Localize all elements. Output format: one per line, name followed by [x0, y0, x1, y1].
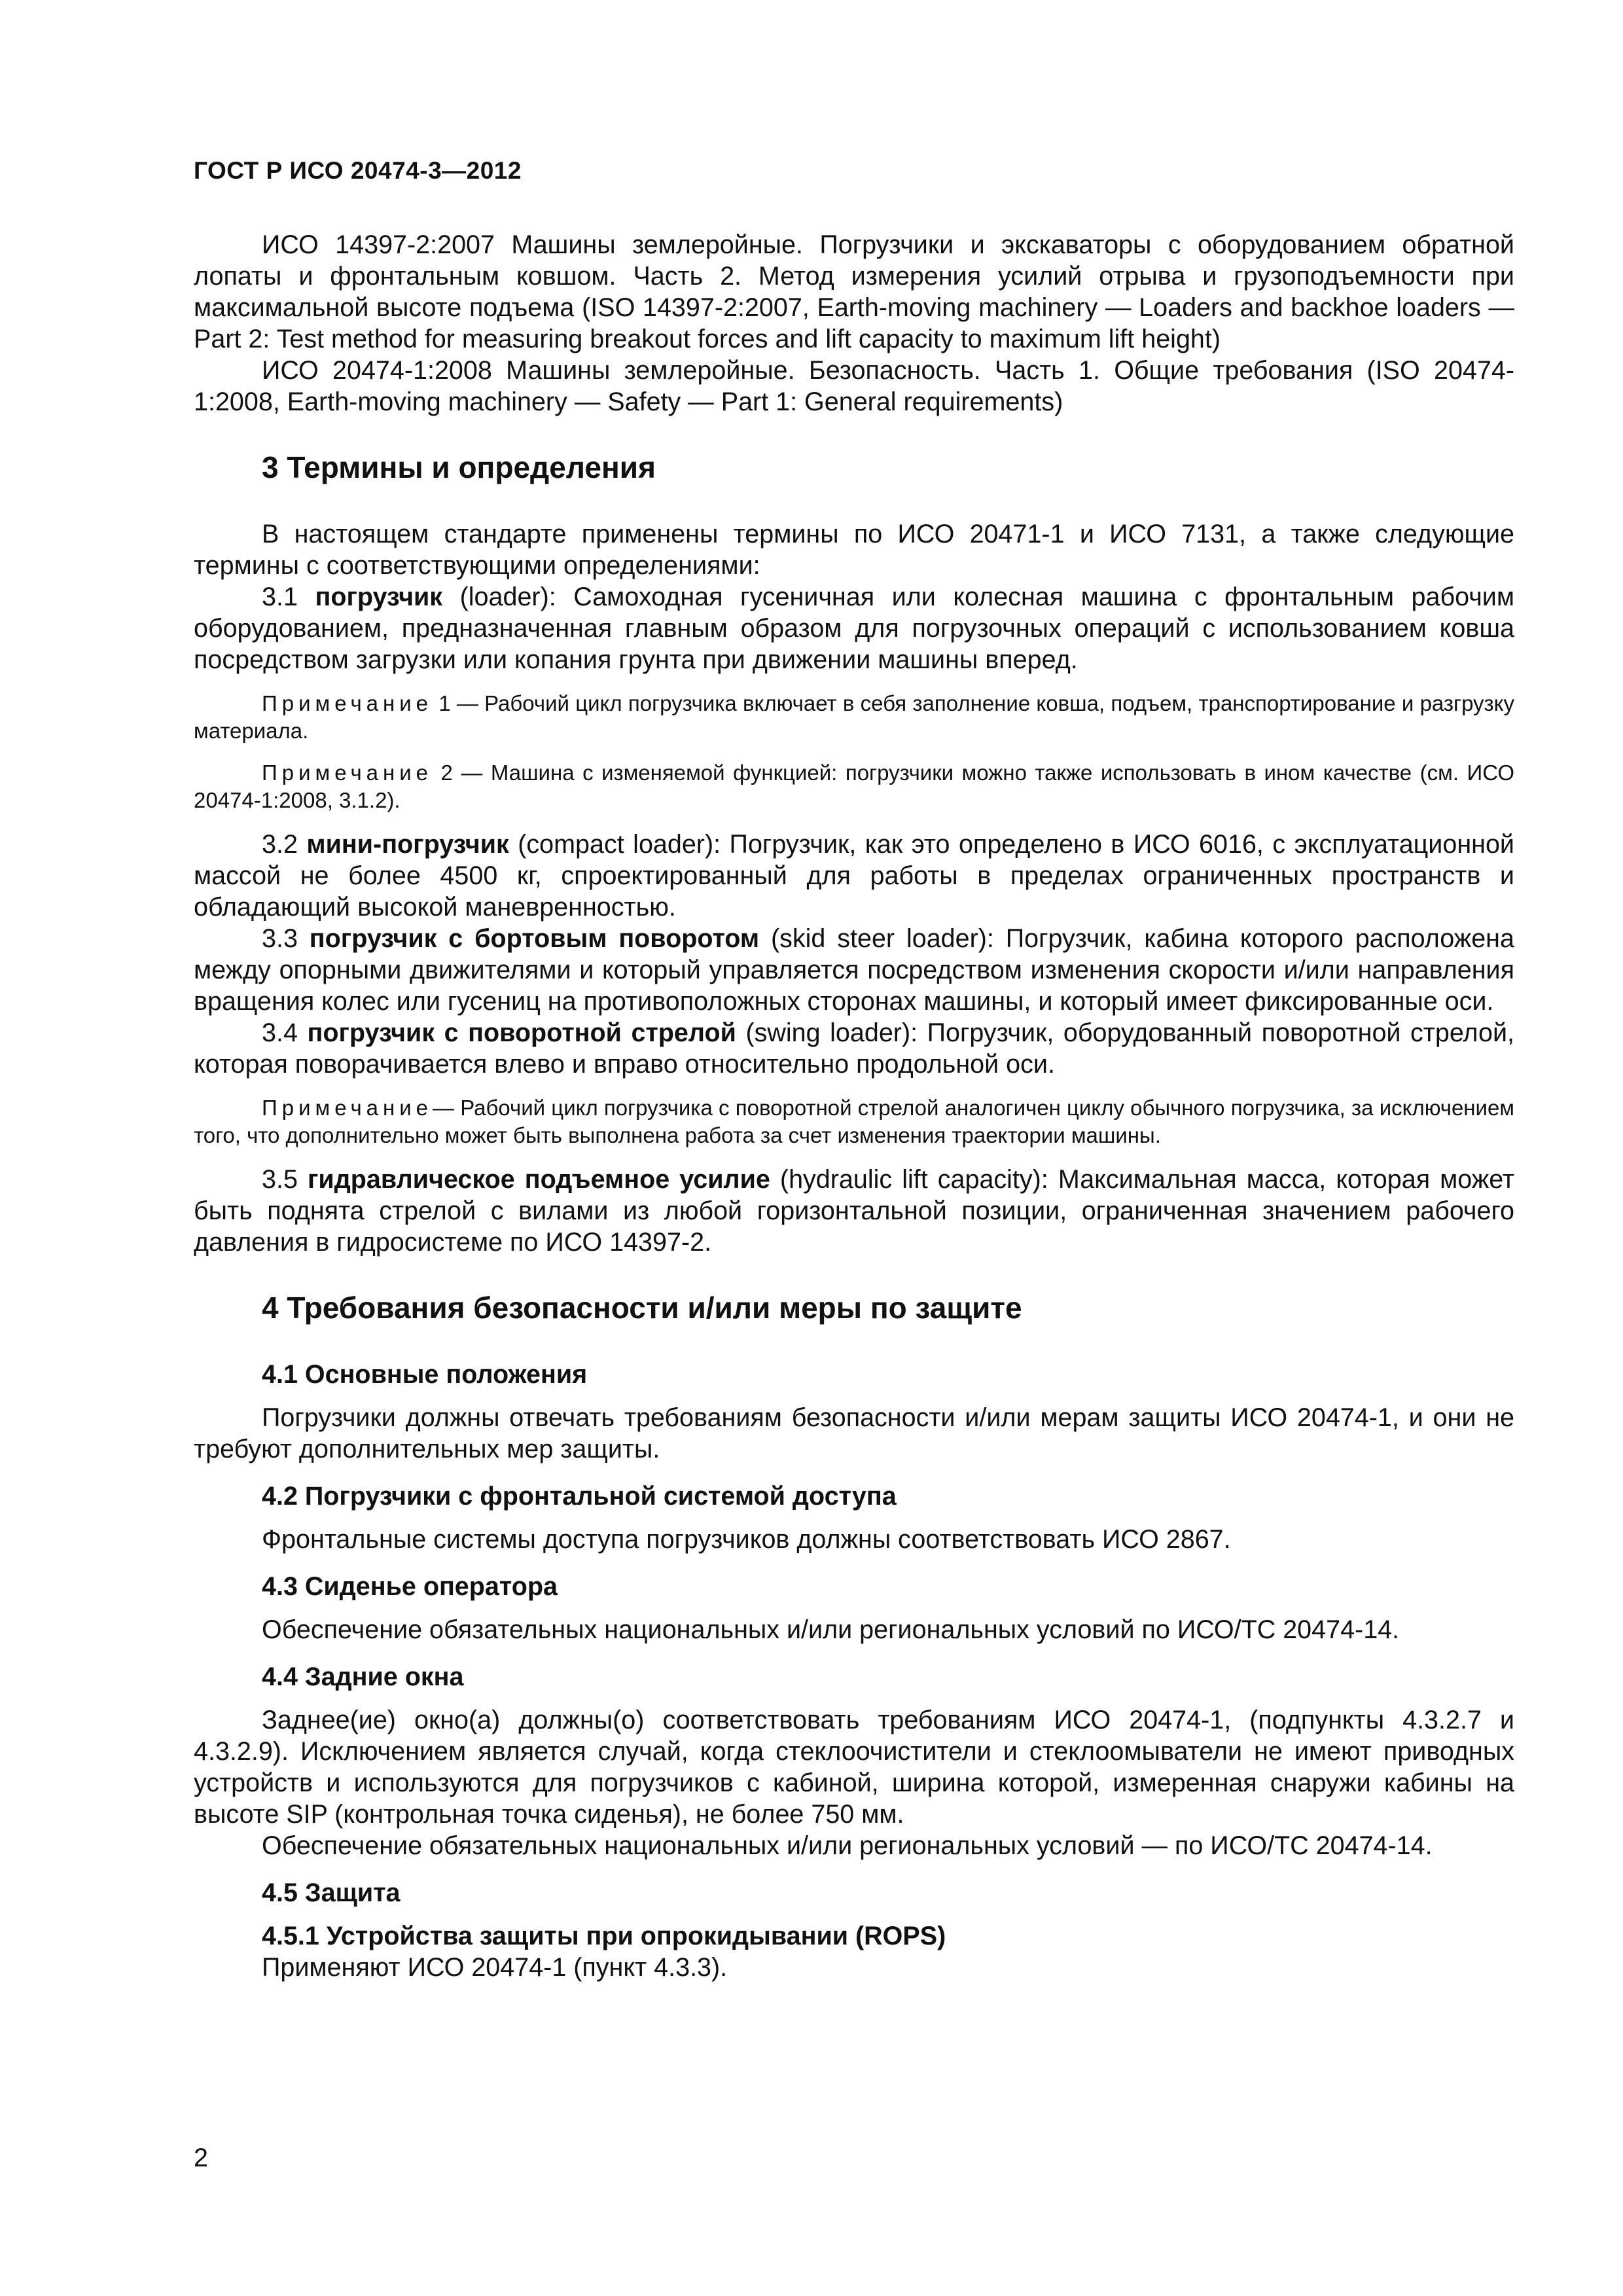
term-name: погрузчик с поворотной стрелой	[307, 1018, 736, 1047]
note-number: 1	[438, 691, 451, 715]
document-id-header: ГОСТ Р ИСО 20474-3—2012	[194, 157, 522, 184]
term-number: 3.2	[262, 830, 298, 859]
section-4-heading: 4 Требования безопасности и/или меры по защите	[262, 1291, 1022, 1325]
term-name: гидравлическое подъемное усилие	[307, 1165, 770, 1194]
section-3-heading: 3 Термины и определения	[262, 450, 656, 484]
term-definition: (loader): Самоходная гусеничная или колесная машина с фронтальным рабочим оборудованием, предназначенная главным образом для погрузочных операций с использованием ковша посредством загрузки или копания грунта при движении машины вперед.	[194, 583, 1514, 674]
term-number: 3.3	[262, 924, 298, 953]
note-3	[194, 1094, 1514, 1149]
page-number: 2	[194, 2144, 208, 2172]
subsection-4-1-text: Погрузчики должны отвечать требованиям безопасности и/или мерам защиты ИСО 20474-1, и они не требуют дополнительных мер защиты.	[194, 1403, 1514, 1463]
term-number: 3.1	[262, 583, 298, 611]
section-3-intro: В настоящем стандарте применены термины по ИСО 20471-1 и ИСО 7131, а также следующие термины с соответствующими определениями:	[194, 520, 1514, 580]
note-label: Примечание	[262, 761, 433, 785]
subsection-4-2-text: Фронтальные системы доступа погрузчиков должны соответствовать ИСО 2867.	[262, 1525, 1231, 1554]
reference-iso-20474-1: ИСО 20474-1:2008 Машины землеройные. Безопасность. Часть 1. Общие требования (ISO 20474-1:2008, Earth-moving machinery — Safety — Part 1: General requirements)	[194, 356, 1514, 416]
term-definition: (swing loader): Погрузчик, оборудованный поворотной стрелой, которая поворачивается влево и вправо относительно продольной оси.	[194, 1018, 1514, 1079]
subsection-4-2-heading: 4.2 Погрузчики с фронтальной системой доступа	[262, 1482, 897, 1511]
subsection-4-4-heading: 4.4 Задние окна	[262, 1662, 464, 1691]
term-definition: (compact loader): Погрузчик, как это определено в ИСО 6016, с эксплуатационной массой не более 4500 кг, спроектированный для работы в пределах ограниченных пространств и обладающий высокой маневренностью.	[194, 830, 1514, 922]
term-name: погрузчик	[315, 583, 443, 611]
term-number: 3.5	[262, 1165, 298, 1194]
note-number: 2	[440, 761, 453, 785]
subsection-4-5-1-text: Применяют ИСО 20474-1 (пункт 4.3.3).	[262, 1953, 728, 1982]
term-3-4	[194, 1017, 1514, 1080]
reference-iso-14397-2: ИСО 14397-2:2007 Машины землеройные. Погрузчики и экскаваторы с оборудованием обратной лопаты и фронтальным ковшом. Часть 2. Метод измерения усилий отрыва и грузоподъемности при максимальной высоте подъема (ISO 14397-2:2007, Earth-moving machinery — Loaders and backhoe loaders — Part 2: Test method for measuring breakout forces and lift capacity to maximum lift height)	[194, 230, 1514, 353]
term-3-5	[194, 1164, 1514, 1258]
term-number: 3.4	[262, 1018, 298, 1047]
term-3-1	[194, 581, 1514, 675]
note-1	[194, 690, 1514, 745]
subsection-4-4-text-2: Обеспечение обязательных национальных и/или региональных условий — по ИСО/ТС 20474-14.	[262, 1831, 1433, 1860]
term-3-3	[194, 923, 1514, 1017]
subsection-4-3-heading: 4.3 Сиденье оператора	[262, 1572, 558, 1601]
subsection-4-1-heading: 4.1 Основные положения	[262, 1360, 588, 1389]
subsection-4-3-text: Обеспечение обязательных национальных и/или региональных условий по ИСО/ТС 20474-14.	[262, 1615, 1400, 1644]
subsection-4-5-1-heading: 4.5.1 Устройства защиты при опрокидывании (ROPS)	[262, 1922, 946, 1950]
term-definition: (hydraulic lift capacity): Максимальная масса, которая может быть поднята стрелой с вилами из любой горизонтальной позиции, ограниченная значением рабочего давления в гидросистеме по ИСО 14397-2.	[194, 1165, 1514, 1257]
note-label: Примечание	[262, 1096, 433, 1120]
note-text: — Рабочий цикл погрузчика включает в себя заполнение ковша, подъем, транспортирование и разгрузку материала.	[194, 691, 1514, 743]
note-text: — Рабочий цикл погрузчика с поворотной стрелой аналогичен циклу обычного погрузчика, за исключением того, что дополнительно может быть выполнена работа за счет изменения траектории машины.	[194, 1096, 1514, 1147]
term-name: мини-погрузчик	[306, 830, 509, 859]
document-body	[194, 229, 1514, 1983]
subsection-4-5-heading: 4.5 Защита	[262, 1878, 401, 1907]
term-3-2	[194, 829, 1514, 923]
note-text: — Машина с изменяемой функцией: погрузчики можно также использовать в ином качестве (см. ИСО 20474-1:2008, 3.1.2).	[194, 761, 1514, 812]
subsection-4-4-text: Заднее(ие) окно(а) должны(о) соответствовать требованиям ИСО 20474-1, (подпункты 4.3.2.7 и 4.3.2.9). Исключением является случай, когда стеклоочистители и стеклоомыватели не имеют приводных устройств и используются для погрузчиков с кабиной, ширина которой, измеренная снаружи кабины на высоте SIP (контрольная точка сиденья), не более 750 мм.	[194, 1706, 1514, 1829]
term-definition: (skid steer loader): Погрузчик, кабина которого расположена между опорными движителями и который управляется посредством изменения скорости и/или направления вращения колес или гусениц на противоположных сторонах машины, и который имеет фиксированные оси.	[194, 924, 1514, 1016]
term-name: погрузчик с бортовым поворотом	[309, 924, 760, 953]
note-2	[194, 759, 1514, 814]
note-label: Примечание	[262, 691, 433, 715]
